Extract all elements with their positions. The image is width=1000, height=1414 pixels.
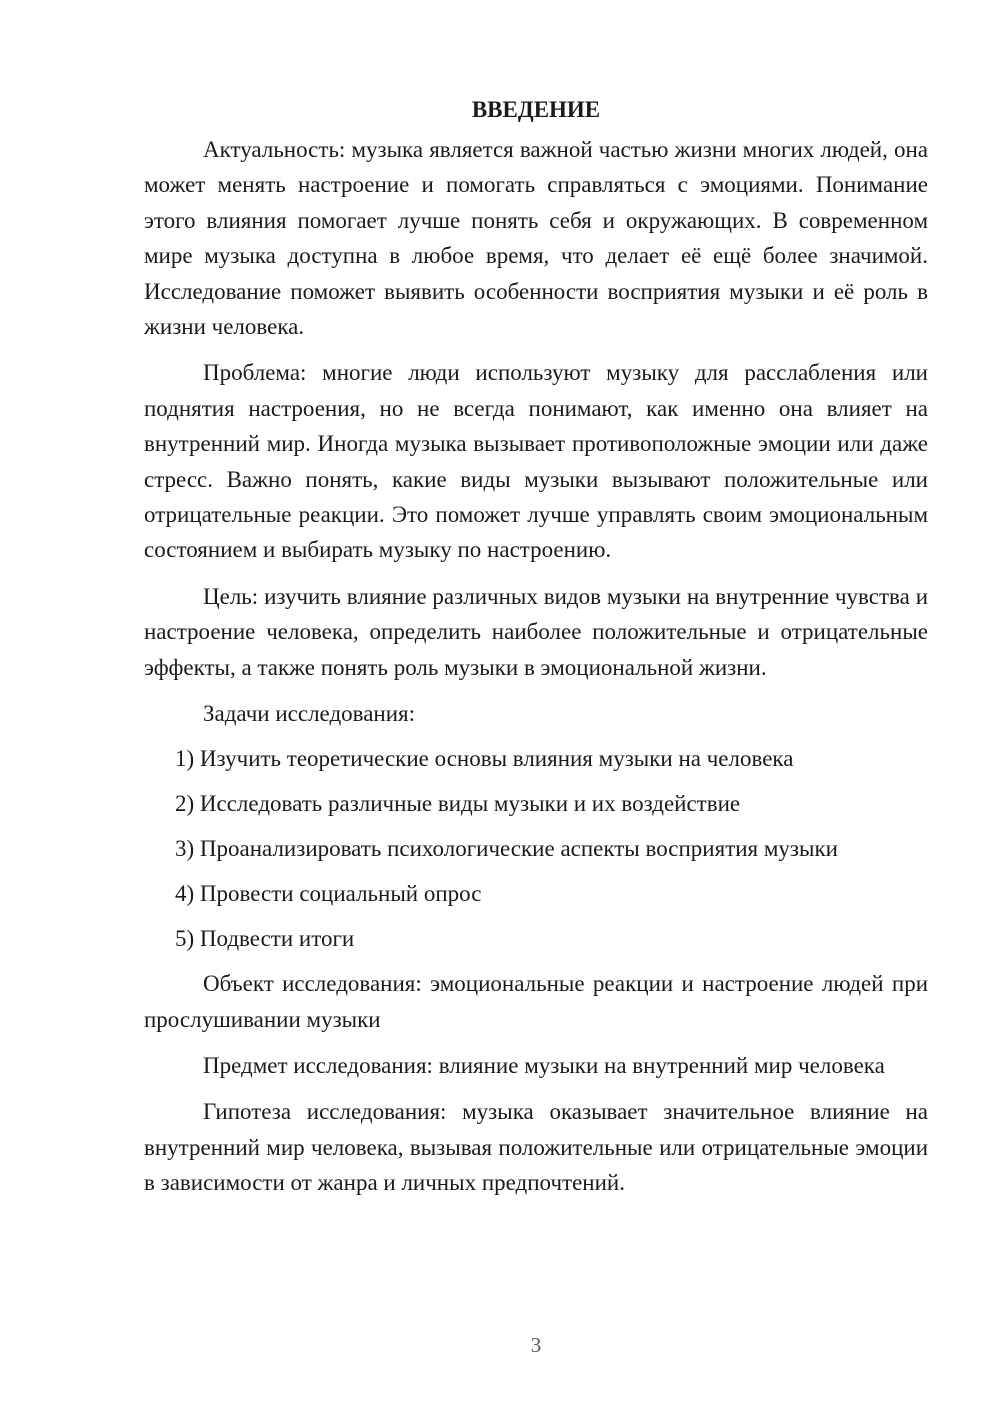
list-item: 5) Подвести итоги: [175, 926, 355, 952]
tasks-label: Задачи исследования:: [203, 701, 416, 727]
problem-paragraph: Проблема: многие люди используют музыку для расслабления или поднятия настроения, но не всегда понимают, как именно она влияет на внутренний мир. Иногда музыка вызывает противоположные эмоции или даже стресс. Важно понять, какие виды музыки вызывают положительные или отрицательные реакции. Это поможет лучше управлять своим эмоциональным состоянием и выбирать музыку по настроению.: [144, 360, 928, 563]
page-title: ВВЕДЕНИЕ: [471, 97, 601, 122]
task-list: [144, 741, 928, 956]
document-page: [144, 88, 928, 1212]
object-paragraph: Объект исследования: эмоциональные реакции и настроение людей при прослушивании музыки: [144, 971, 928, 1032]
relevance-paragraph: Актуальность: музыка является важной частью жизни многих людей, она может менять настроение и помогать справляться с эмоциями. Понимание этого влияния помогает лучше понять себя и окружающих. В современном мире музыка доступна в любое время, что делает её ещё более значимой. Исследование поможет выявить особенности восприятия музыки и её роль в жизни человека.: [144, 137, 928, 340]
subject-paragraph: Предмет исследования: влияние музыки на внутренний мир человека: [203, 1052, 885, 1078]
list-item: 2) Исследовать различные виды музыки и их воздействие: [175, 791, 741, 817]
list-item: 1) Изучить теоретические основы влияния музыки на человека: [175, 746, 794, 772]
list-item: 4) Провести социальный опрос: [175, 881, 482, 907]
page-number: 3: [530, 1333, 542, 1357]
hypothesis-paragraph: Гипотеза исследования: музыка оказывает значительное влияние на внутренний мир человека, вызывая положительные или отрицательные эмоции в зависимости от жанра и личных предпочтений.: [144, 1099, 928, 1196]
list-item: 3) Проанализировать психологические аспекты восприятия музыки: [175, 836, 838, 862]
goal-paragraph: Цель: изучить влияние различных видов музыки на внутренние чувства и настроение человека, определить наиболее положительные и отрицательные эффекты, а также понять роль музыки в эмоциональной жизни.: [144, 583, 928, 680]
